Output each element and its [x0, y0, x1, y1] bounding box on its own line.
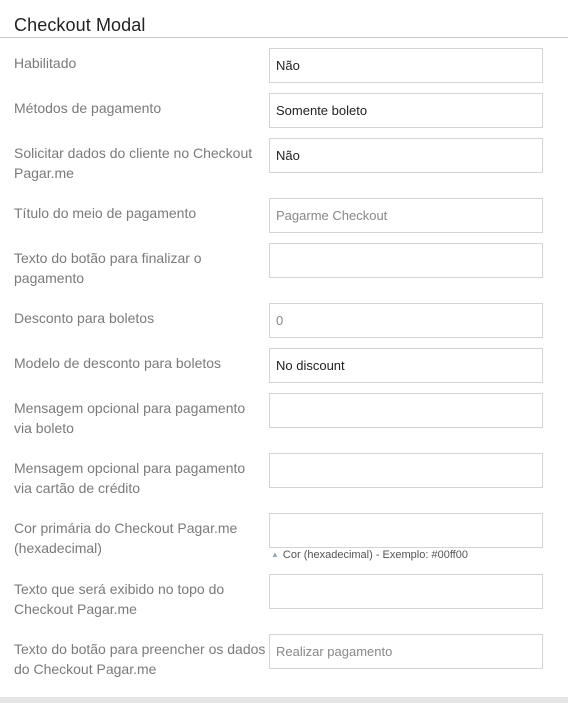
field-label: Texto do botão para preencher os dados do Checkout Pagar.me: [14, 641, 266, 677]
texto-botao-preencher-input[interactable]: Realizar pagamento: [269, 634, 543, 669]
field-label: Habilitado: [14, 55, 77, 71]
triangle-up-icon: ▲: [271, 550, 279, 559]
section-divider: [0, 37, 568, 38]
hint-text: Cor (hexadecimal) - Exemplo: #00ff00: [282, 549, 468, 561]
modelo-desconto-select[interactable]: No discount: [269, 348, 543, 383]
texto-botao-finalizar-input[interactable]: [269, 243, 543, 278]
cor-primaria-input[interactable]: [269, 513, 543, 548]
field-label: Texto que será exibido no topo do Checkout Pagar.me: [14, 581, 225, 617]
habilitado-select[interactable]: Não: [269, 48, 543, 83]
titulo-meio-input[interactable]: Pagarme Checkout: [269, 198, 543, 233]
field-label: Modelo de desconto para boletos: [14, 355, 222, 371]
field-label: Mensagem opcional para pagamento via cartão de crédito: [14, 460, 246, 496]
field-label: Texto do botão para finalizar o pagamento: [14, 250, 202, 286]
field-label: Desconto para boletos: [14, 310, 155, 326]
field-label: Título do meio de pagamento: [14, 205, 197, 221]
mensagem-cartao-input[interactable]: [269, 453, 543, 488]
solicitar-dados-select[interactable]: Não: [269, 138, 543, 173]
field-label: Métodos de pagamento: [14, 100, 162, 116]
mensagem-boleto-input[interactable]: [269, 393, 543, 428]
cor-primaria-hint: [271, 548, 468, 563]
field-label: Cor primária do Checkout Pagar.me (hexadecimal): [14, 520, 238, 556]
metodos-pagamento-select[interactable]: Somente boleto: [269, 93, 543, 128]
section-title: Checkout Modal: [14, 15, 146, 35]
bottom-scroll-edge: [0, 697, 568, 703]
field-label: Mensagem opcional para pagamento via boleto: [14, 400, 246, 436]
field-label: Solicitar dados do cliente no Checkout Pagar.me: [14, 145, 253, 181]
desconto-boletos-input[interactable]: 0: [269, 303, 543, 338]
texto-topo-input[interactable]: [269, 574, 543, 609]
